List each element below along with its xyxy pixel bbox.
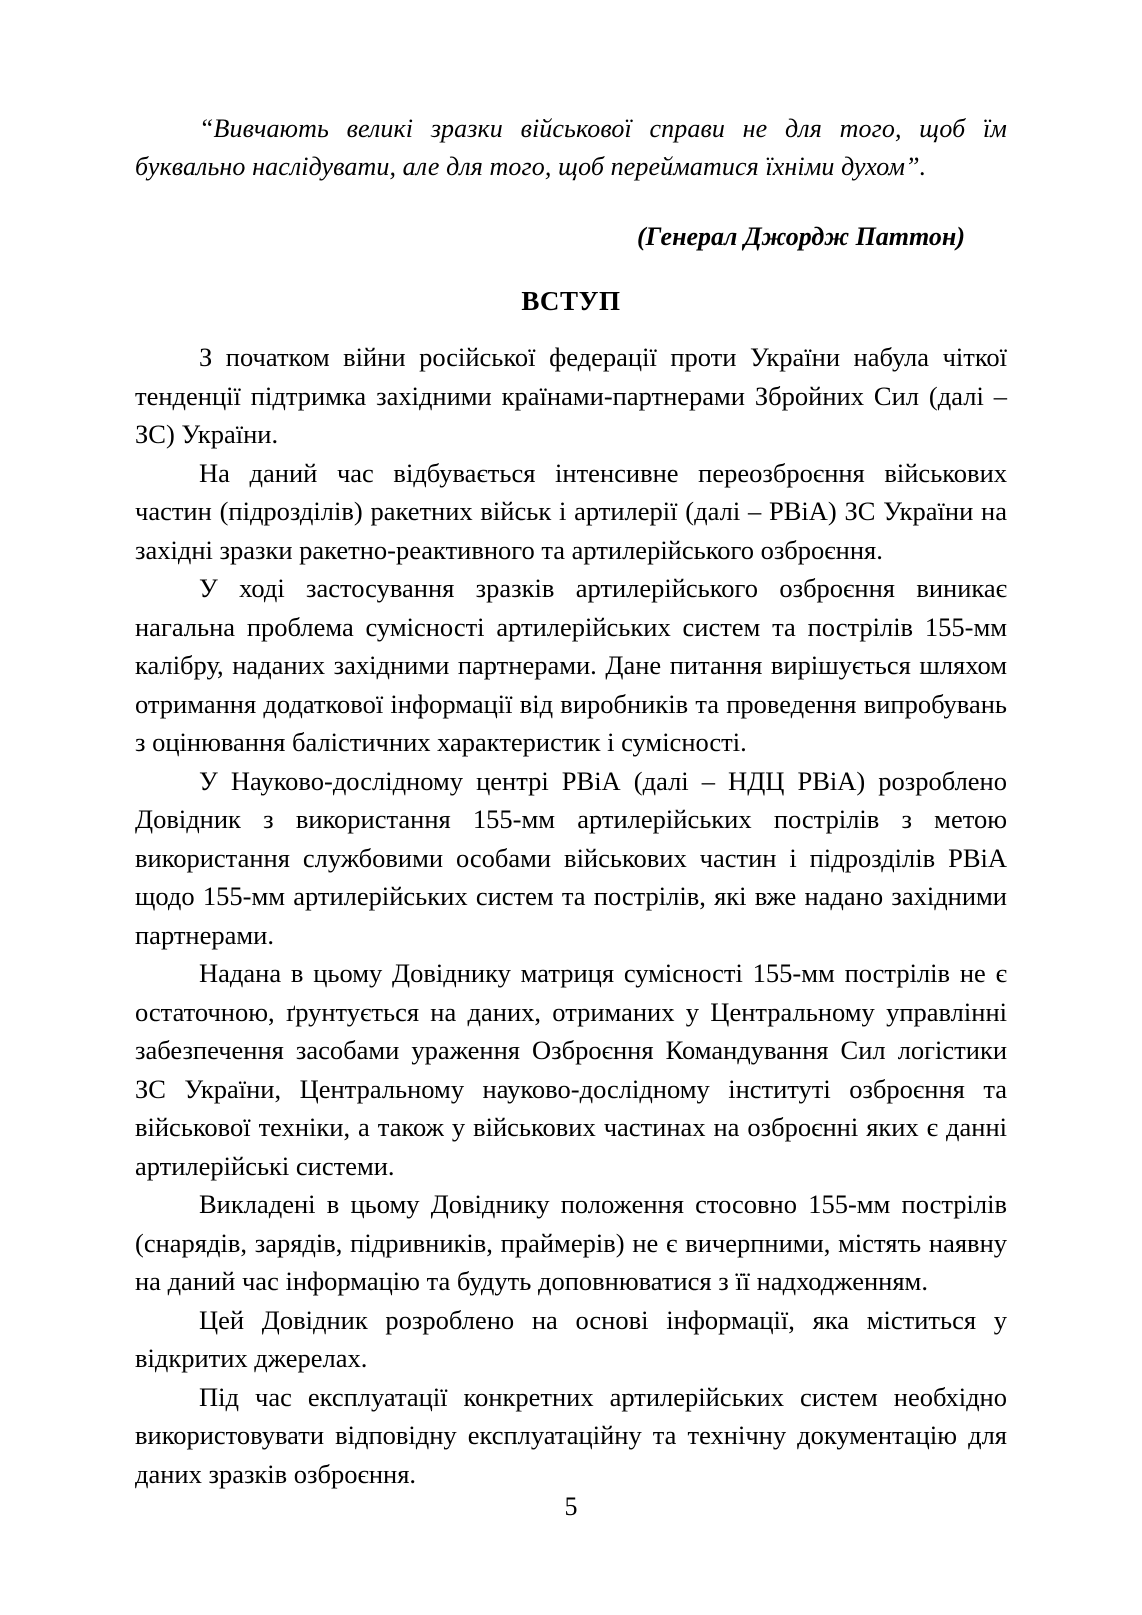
paragraph: Надана в цьому Довіднику матриця сумісності 155-мм пострілів не є остаточною, ґрунтується на даних, отриманих у Центральному управлінні забезпечення засобами ураження Озброєння Командування Сил логістики ЗС України, Центральному науково-дослідному інституті озброєння та військової техніки, а також у військових частинах на озброєнні яких є данні артилерійські системи. <box>135 958 1007 1181</box>
paragraph: У ході застосування зразків артилерійського озброєння виникає нагальна проблема сумісності артилерійських систем та пострілів 155-мм калібру, наданих західними партнерами. Дане питання вирішується шляхом отримання додаткової інформації від виробників та проведення випробувань з оцінювання балістичних характеристик і сумісності. <box>135 573 1007 757</box>
epigraph-source: (Генерал Джордж Паттон) <box>636 222 965 251</box>
paragraph: Під час експлуатації конкретних артилерійських систем необхідно використовувати відповідну експлуатаційну та технічну документацію для даних зразків озброєння. <box>135 1381 1007 1489</box>
body-text <box>135 338 1007 1493</box>
paragraph: З початком війни російської федерації проти України набула чіткої тенденції підтримка західними країнами-партнерами Збройних Сил (далі – ЗС) України. <box>135 342 1007 449</box>
paragraph: Викладені в цьому Довіднику положення стосовно 155-мм пострілів (снарядів, зарядів, підривників, праймерів) не є вичерпними, містять наявну на даний час інформацію та будуть доповнюватися з її надходженням. <box>135 1189 1007 1296</box>
page-content <box>135 0 1007 1493</box>
paragraph: Цей Довідник розроблено на основі інформації, яка міститься у відкритих джерелах. <box>135 1304 1007 1373</box>
epigraph-quote: “Вивчають великі зразки військової справи не для того, щоб їм буквально наслідувати, але для того, щоб перейматися їхніми духом”. <box>135 114 1007 181</box>
page-number: 5 <box>564 1492 578 1521</box>
paragraph: На даний час відбувається інтенсивне переозброєння військових частин (підрозділів) ракетних військ і артилерії (далі – РВіА) ЗС України на західні зразки ракетно-реактивного та артилерійського озброєння. <box>135 457 1007 565</box>
section-heading: ВСТУП <box>521 286 621 316</box>
paragraph: У Науково-дослідному центрі РВіА (далі – НДЦ РВіА) розроблено Довідник з використання 155-мм артилерійських пострілів з метою використання службовими особами військових частин і підрозділів РВіА щодо 155-мм артилерійських систем та пострілів, які вже надано західними партнерами. <box>135 765 1007 950</box>
